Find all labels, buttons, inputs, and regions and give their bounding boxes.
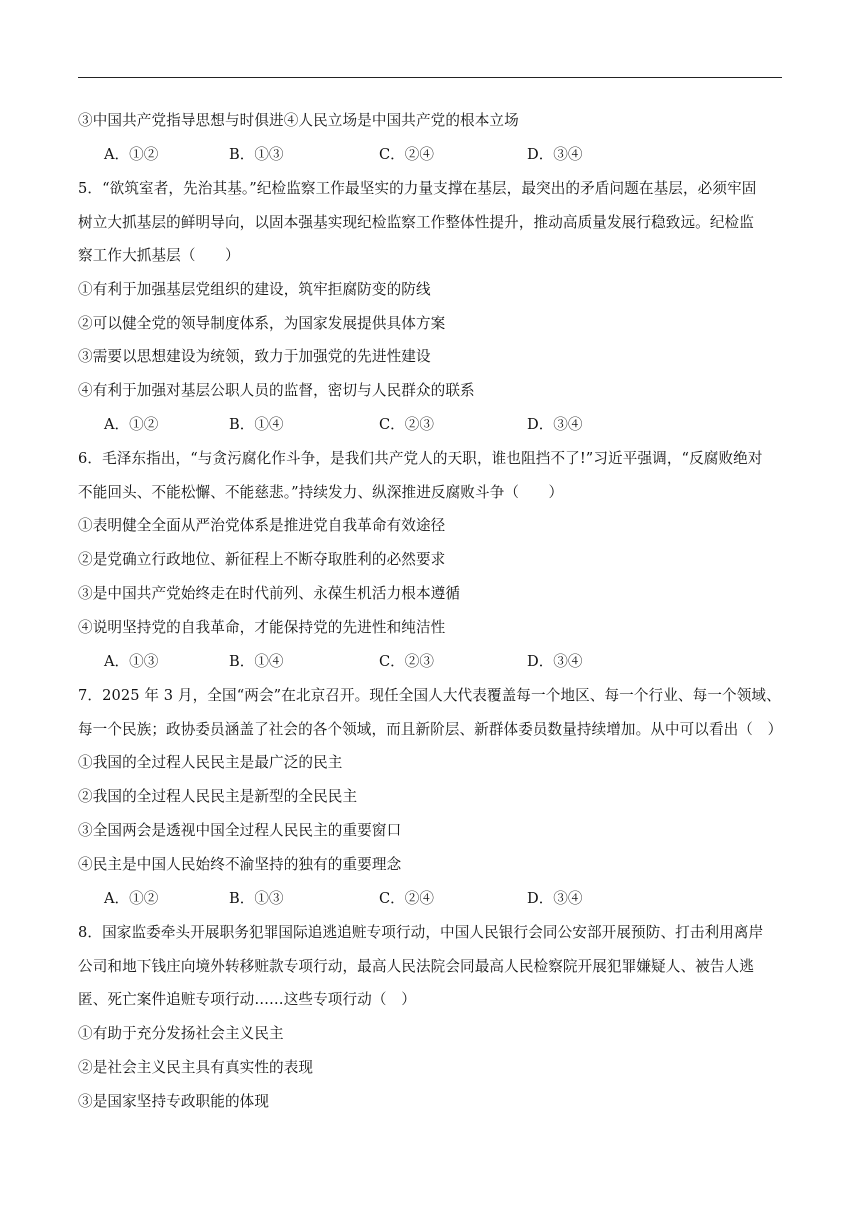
q8-statement-2: ②是社会主义民主具有真实性的表现	[78, 1059, 314, 1076]
q6-statement-4: ④说明坚持党的自我革命，才能保持党的先进性和纯洁性	[78, 619, 446, 636]
q7-option-d: D．③④	[527, 890, 583, 907]
q6-option-a: A．①③	[104, 653, 159, 670]
q4-statement-tail: ③中国共产党指导思想与时俱进④人民立场是中国共产党的根本立场	[78, 112, 519, 129]
q6-statement-1: ①表明健全全面从严治党体系是推进党自我革命有效途径	[78, 517, 446, 534]
header-rule	[78, 77, 782, 78]
q7-statement-1: ①我国的全过程人民民主是最广泛的民主	[78, 754, 343, 771]
q8-statement-1: ①有助于充分发扬社会主义民主	[78, 1025, 284, 1042]
q5-statement-1: ①有利于加强基层党组织的建设，筑牢拒腐防变的防线	[78, 281, 431, 298]
q5-option-d: D．③④	[527, 416, 583, 433]
q4-option-c: C．②④	[379, 146, 434, 163]
q7-option-c: C．②④	[379, 890, 434, 907]
q5-statement-4: ④有利于加强对基层公职人员的监督，密切与人民群众的联系	[78, 382, 475, 399]
q7-statement-4: ④民主是中国人民始终不渝坚持的独有的重要理念	[78, 856, 402, 873]
q5-statement-3: ③需要以思想建设为统领，致力于加强党的先进性建设	[78, 348, 431, 365]
q8-statement-3: ③是国家坚持专政职能的体现	[78, 1093, 270, 1110]
q6-option-d: D．③④	[527, 653, 583, 670]
q4-option-d: D．③④	[527, 146, 583, 163]
q6-stem-line: 6．毛泽东指出，“与贪污腐化作斗争，是我们共产党人的天职，谁也阻挡不了!”习近平强调，“反腐败绝对	[78, 450, 763, 467]
q6-option-b: B．①④	[229, 653, 284, 670]
q5-option-c: C．②③	[379, 416, 434, 433]
q7-option-a: A．①②	[104, 890, 159, 907]
q5-statement-2: ②可以健全党的领导制度体系，为国家发展提供具体方案	[78, 315, 446, 332]
q5-option-a: A．①②	[104, 416, 159, 433]
q7-statement-3: ③全国两会是透视中国全过程人民民主的重要窗口	[78, 822, 402, 839]
q7-stem-line: 7．2025 年 3 月，全国“两会”在北京召开。现任全国人大代表覆盖每一个地区、每一个行业、每一个领域、	[78, 687, 781, 704]
q6-statement-2: ②是党确立行政地位、新征程上不断夺取胜利的必然要求	[78, 551, 446, 568]
q7-option-b: B．①③	[229, 890, 284, 907]
q4-option-a: A．①②	[104, 146, 159, 163]
q8-stem-line: 公司和地下钱庄向境外转移赃款专项行动，最高人民法院会同最高人民检察院开展犯罪嫌疑人、被告人逃	[78, 958, 754, 975]
q6-statement-3: ③是中国共产党始终走在时代前列、永葆生机活力根本遵循	[78, 585, 461, 602]
q5-option-b: B．①④	[229, 416, 284, 433]
q6-option-c: C．②③	[379, 653, 434, 670]
q4-option-b: B．①③	[229, 146, 284, 163]
q8-stem-line: 8．国家监委牵头开展职务犯罪国际追逃追赃专项行动，中国人民银行会同公安部开展预防、打击利用离岸	[78, 924, 764, 941]
q6-stem-line: 不能回头、不能松懈、不能慈悲。”持续发力、纵深推进反腐败斗争（ ）	[78, 484, 564, 501]
q5-stem-line: 察工作大抓基层（ ）	[78, 247, 240, 264]
q5-stem-line: 5．“欲筑室者，先治其基。”纪检监察工作最坚实的力量支撑在基层，最突出的矛盾问题在基层，必须牢固	[78, 180, 757, 197]
q5-stem-line: 树立大抓基层的鲜明导向，以固本强基实现纪检监察工作整体性提升，推动高质量发展行稳致远。纪检监	[78, 214, 754, 231]
q7-statement-2: ②我国的全过程人民民主是新型的全民民主	[78, 788, 358, 805]
q7-stem-line: 每一个民族；政协委员涵盖了社会的各个领域，而且新阶层、新群体委员数量持续增加。从中可以看出（ ）	[78, 721, 783, 738]
q8-stem-line: 匿、死亡案件追赃专项行动……这些专项行动（ ）	[78, 991, 416, 1008]
